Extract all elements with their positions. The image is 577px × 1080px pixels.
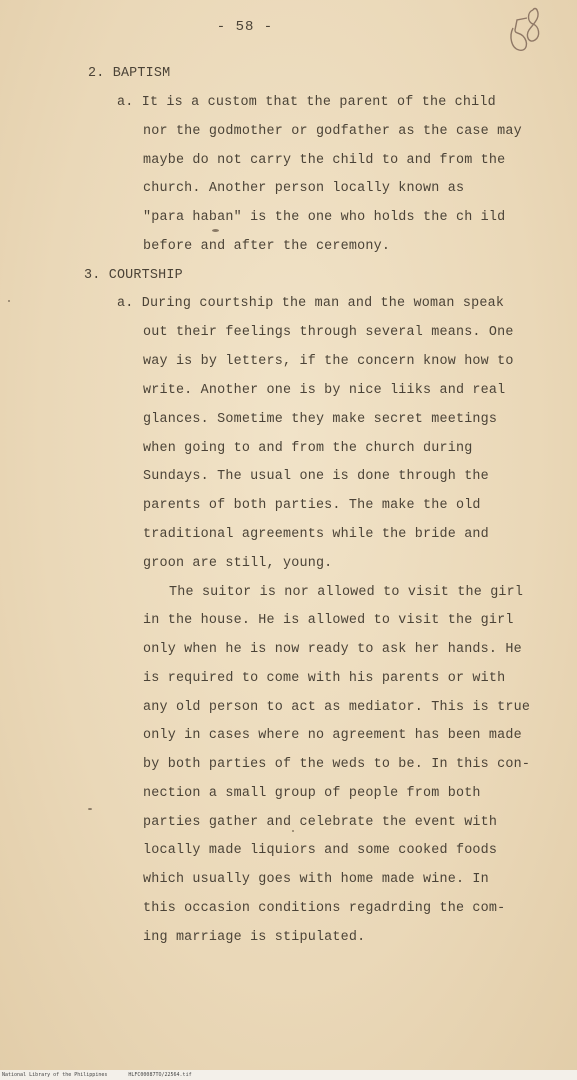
courtship-line: a. During courtship the man and the woman speak	[117, 296, 505, 311]
courtship-line: only when he is now ready to ask her hands. He	[143, 642, 522, 657]
courtship-line: out their feelings through several means. One	[143, 325, 514, 340]
handwritten-page-mark	[507, 6, 547, 58]
ink-speck	[88, 808, 92, 810]
courtship-line: locally made liquiors and some cooked foods	[143, 843, 498, 858]
courtship-line: nection a small group of people from both	[143, 786, 481, 801]
courtship-line: traditional agreements while the bride and	[143, 527, 489, 542]
courtship-line: this occasion conditions regadrding the com-	[143, 901, 506, 916]
footer-library: National Library of the Philippines	[2, 1072, 108, 1078]
section-heading-baptism: 2. BAPTISM	[88, 66, 171, 81]
courtship-line: ing marriage is stipulated.	[143, 930, 366, 945]
courtship-line: Sundays. The usual one is done through the	[143, 469, 489, 484]
footer-file-id: HLFC00087TO/22564.tif	[128, 1072, 192, 1078]
baptism-line: before and after the ceremony.	[143, 239, 391, 254]
courtship-line: only in cases where no agreement has been made	[143, 728, 522, 743]
courtship-line: when going to and from the church during	[143, 441, 473, 456]
courtship-line: is required to come with his parents or with	[143, 671, 506, 686]
courtship-line: any old person to act as mediator. This is true	[143, 700, 531, 715]
baptism-line: "para haban" is the one who holds the ch ild	[143, 210, 506, 225]
courtship-line: by both parties of the weds to be. In this con-	[143, 757, 531, 772]
courtship-line: parties gather and celebrate the event with	[143, 815, 498, 830]
courtship-line: which usually goes with home made wine. In	[143, 872, 489, 887]
courtship-line: in the house. He is allowed to visit the girl	[143, 613, 514, 628]
courtship-line: parents of both parties. The make the old	[143, 498, 481, 513]
ink-speck	[292, 830, 294, 832]
ink-speck	[212, 229, 219, 232]
section-heading-courtship: 3. COURTSHIP	[84, 268, 183, 283]
courtship-line: The suitor is nor allowed to visit the girl	[169, 585, 524, 600]
scan-footer	[0, 1070, 577, 1080]
page-number: - 58 -	[216, 19, 274, 35]
ink-speck	[8, 300, 10, 302]
courtship-line: write. Another one is by nice liiks and real	[143, 383, 506, 398]
baptism-line: nor the godmother or godfather as the case may	[143, 124, 522, 139]
baptism-line: a. It is a custom that the parent of the child	[117, 95, 496, 110]
baptism-line: maybe do not carry the child to and from the	[143, 153, 506, 168]
courtship-line: glances. Sometime they make secret meetings	[143, 412, 498, 427]
baptism-line: church. Another person locally known as	[143, 181, 465, 196]
courtship-line: groon are still, young.	[143, 556, 333, 571]
courtship-line: way is by letters, if the concern know how to	[143, 354, 514, 369]
